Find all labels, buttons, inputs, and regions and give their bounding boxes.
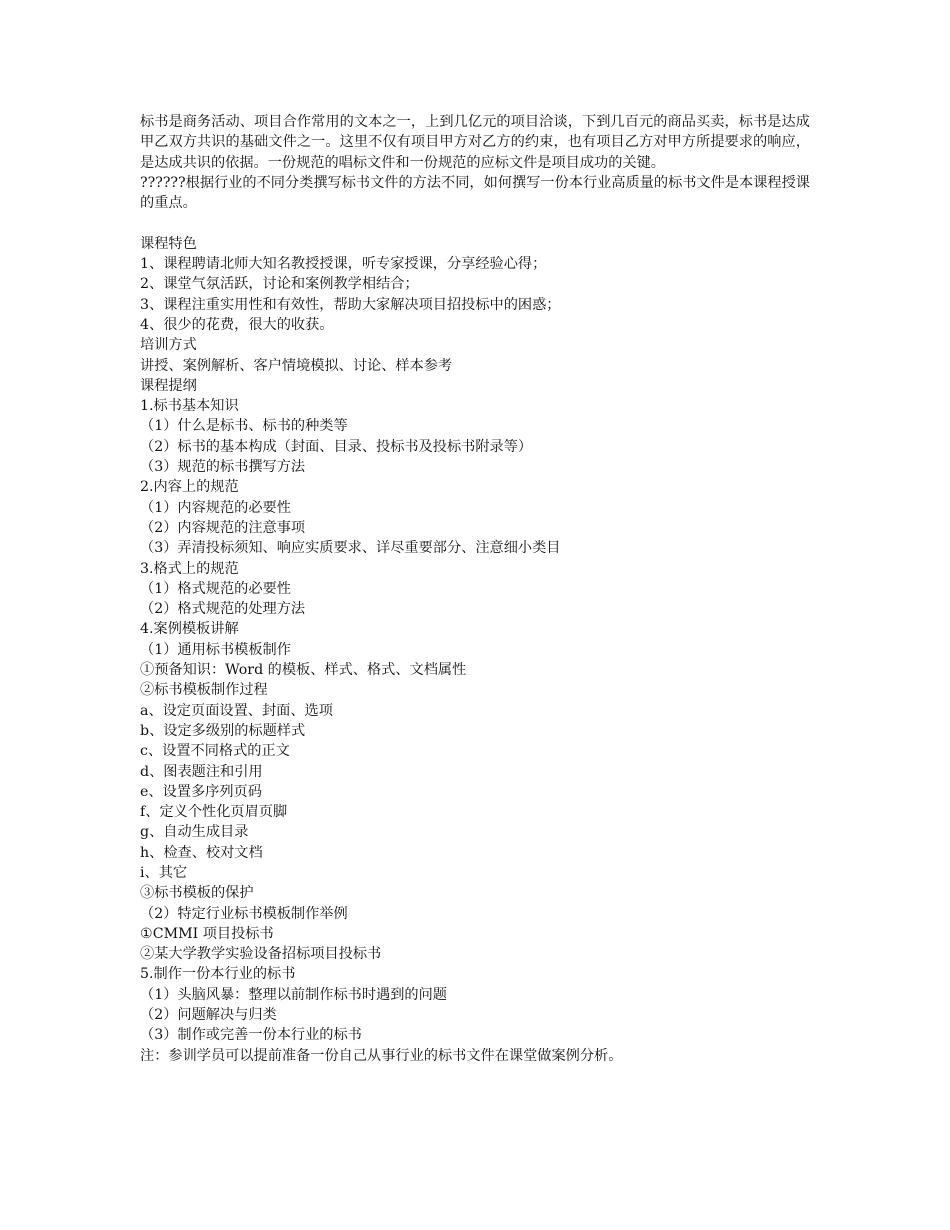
outline-item: （1）格式规范的必要性 xyxy=(140,580,291,597)
outline-heading: 5.制作一份本行业的标书 xyxy=(140,966,296,983)
document-page xyxy=(140,112,810,1066)
outline-item: （2）内容规范的注意事项 xyxy=(140,519,306,536)
outline-item: （1）内容规范的必要性 xyxy=(140,499,291,516)
outline-item: （2）问题解决与归类 xyxy=(140,1007,277,1024)
section-heading-features: 课程特色 xyxy=(140,235,197,252)
blank-line xyxy=(140,213,810,233)
outline-heading: 3.格式上的规范 xyxy=(140,560,239,577)
outline-item: （1）通用标书模板制作 xyxy=(140,641,291,658)
note-text: 注：参训学员可以提前准备一份自己从事行业的标书文件在课堂做案例分析。 xyxy=(140,1047,623,1064)
outline-subitem: ①预备知识：Word 的模板、样式、格式、文档属性 xyxy=(140,662,467,679)
outline-item: （2）特定行业标书模板制作举例 xyxy=(140,905,348,922)
outline-step: i、其它 xyxy=(140,864,188,881)
outline-item: （3）制作或完善一份本行业的标书 xyxy=(140,1027,362,1044)
outline-step: e、设置多序列页码 xyxy=(140,783,262,800)
outline-step: h、检查、校对文档 xyxy=(140,844,263,861)
training-method-text: 讲授、案例解析、客户情境模拟、讨论、样本参考 xyxy=(140,357,453,374)
outline-item: （2）格式规范的处理方法 xyxy=(140,601,306,618)
outline-subitem: ③标书模板的保护 xyxy=(140,885,254,902)
outline-item: （3）规范的标书撰写方法 xyxy=(140,459,306,476)
outline-item: （2）标书的基本构成（封面、目录、投标书及投标书附录等） xyxy=(140,438,533,455)
feature-item: 3、课程注重实用性和有效性，帮助大家解决项目招投标中的困惑； xyxy=(140,296,561,313)
feature-item: 4、很少的花费，很大的收获。 xyxy=(140,316,334,333)
outline-step: a、设定页面设置、封面、选项 xyxy=(140,702,333,719)
outline-step: g、自动生成目录 xyxy=(140,824,249,841)
outline-item: （1）什么是标书、标书的种类等 xyxy=(140,418,348,435)
outline-step: b、设定多级别的标题样式 xyxy=(140,722,306,739)
intro-paragraph-2: ??????根据行业的不同分类撰写标书文件的方法不同，如何撰写一份本行业高质量的标书文件是本课程授课的重点。 xyxy=(140,174,810,212)
outline-step: c、设置不同格式的正文 xyxy=(140,743,290,760)
outline-heading: 1.标书基本知识 xyxy=(140,398,239,415)
feature-item: 1、课程聘请北师大知名教授授课，听专家授课，分享经验心得； xyxy=(140,256,547,273)
outline-item: （1）头脑风暴：整理以前制作标书时遇到的问题 xyxy=(140,986,447,1003)
outline-step: d、图表题注和引用 xyxy=(140,763,263,780)
feature-item: 2、课堂气氛活跃，讨论和案例教学相结合； xyxy=(140,276,419,293)
outline-item: （3）弄清投标须知、响应实质要求、详尽重要部分、注意细小类目 xyxy=(140,540,561,557)
section-heading-outline: 课程提纲 xyxy=(140,377,197,394)
outline-subitem: ②标书模板制作过程 xyxy=(140,682,268,699)
intro-paragraph: 标书是商务活动、项目合作常用的文本之一，上到几亿元的项目洽谈，下到几百元的商品买卖，标书是达成甲乙双方共识的基础文件之一。这里不仅有项目甲方对乙方的约束，也有项目乙方对甲方所提要求的响应，是达成共识的依据。一份规范的唱标文件和一份规范的应标文件是项目成功的关键。 xyxy=(140,114,810,171)
outline-subitem: ①CMMI 项目投标书 xyxy=(140,925,274,942)
outline-subitem: ②某大学教学实验设备招标项目投标书 xyxy=(140,946,382,963)
section-heading-training-method: 培训方式 xyxy=(140,337,197,354)
outline-step: f、定义个性化页眉页脚 xyxy=(140,804,288,821)
outline-heading: 4.案例模板讲解 xyxy=(140,621,239,638)
outline-heading: 2.内容上的规范 xyxy=(140,479,239,496)
